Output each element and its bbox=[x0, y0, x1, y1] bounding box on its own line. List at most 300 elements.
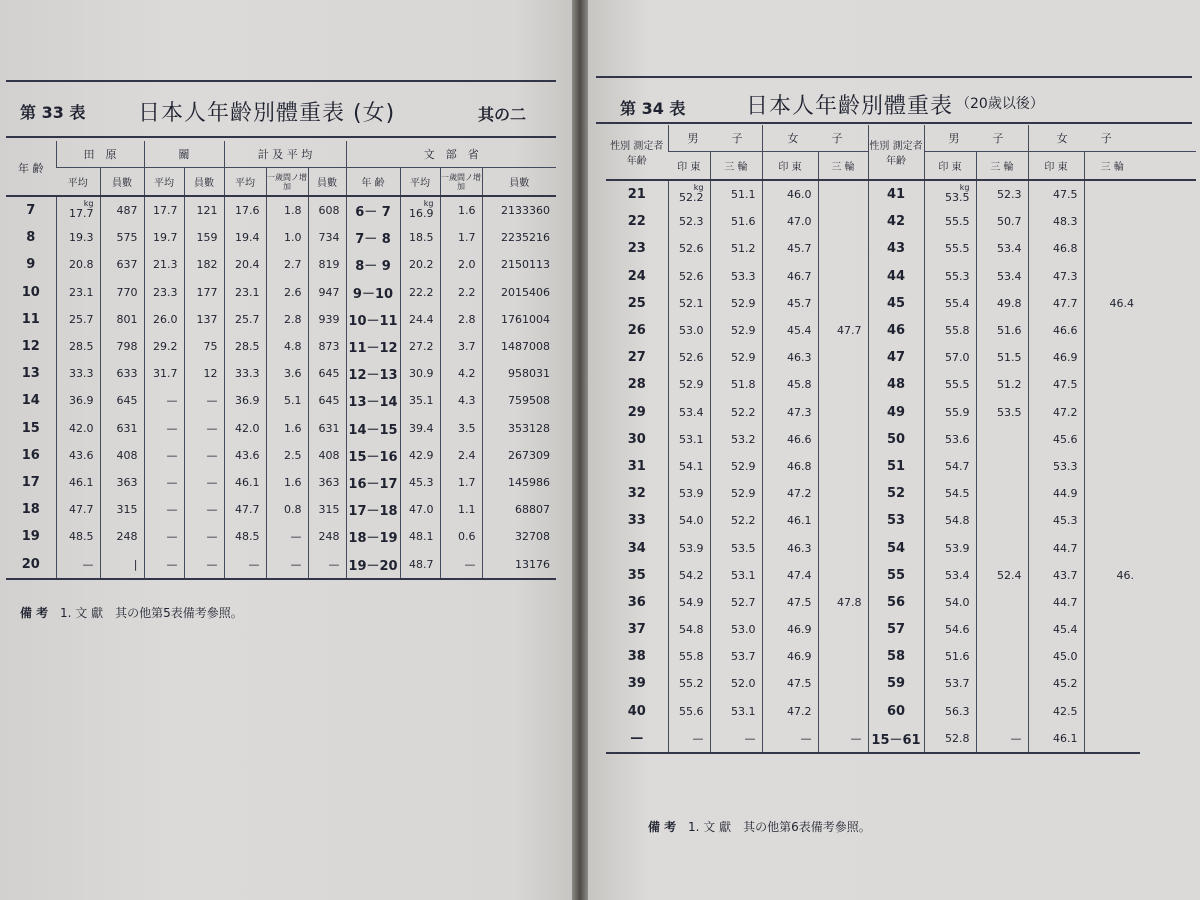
age-cell: 16 bbox=[21, 447, 40, 463]
value-cell: 3.5 bbox=[440, 415, 482, 442]
value-cell: 46.8 bbox=[762, 453, 818, 480]
value-cell: 121 bbox=[184, 196, 224, 224]
age-range-cell: 14－15 bbox=[346, 415, 400, 442]
value-cell: 23.1 bbox=[56, 279, 100, 306]
value-cell bbox=[818, 208, 868, 235]
value-cell: 17.6 bbox=[224, 196, 266, 224]
note-label: 備 考 bbox=[648, 820, 677, 834]
value-cell bbox=[976, 698, 1028, 725]
value-cell: 0.6 bbox=[440, 523, 482, 550]
value-cell bbox=[976, 616, 1028, 643]
value-cell: 44.7 bbox=[1028, 534, 1084, 561]
age-cell: 45 bbox=[868, 290, 924, 317]
value-cell: 55.6 bbox=[668, 698, 710, 725]
value-cell: 47.7 bbox=[818, 317, 868, 344]
age-cell: 37 bbox=[627, 622, 646, 638]
value-cell: 1.6 bbox=[266, 415, 308, 442]
value-cell: 48.5 bbox=[224, 523, 266, 550]
table-row bbox=[606, 534, 1196, 561]
value-cell: 55.2 bbox=[668, 670, 710, 697]
table-row bbox=[606, 344, 1196, 371]
table-row bbox=[606, 698, 1196, 725]
value-cell: 46.4 bbox=[1084, 290, 1140, 317]
age-range-cell: 9－10 bbox=[346, 279, 400, 306]
table-row bbox=[606, 480, 1196, 507]
value-cell: — bbox=[440, 550, 482, 578]
value-cell: 315 bbox=[100, 496, 144, 523]
value-cell: 631 bbox=[308, 415, 346, 442]
header-count: 員數 bbox=[482, 168, 556, 197]
value-cell: 52.4 bbox=[976, 562, 1028, 589]
age-range-cell: 7－ 8 bbox=[346, 224, 400, 251]
header-total-average: 計 及 平 均 bbox=[224, 141, 346, 168]
age-cell: 50 bbox=[868, 426, 924, 453]
value-cell: 1.1 bbox=[440, 496, 482, 523]
age-cell: 23 bbox=[627, 241, 646, 257]
table-note bbox=[648, 818, 871, 835]
value-cell: 19.4 bbox=[224, 224, 266, 251]
value-cell: 48.3 bbox=[1028, 208, 1084, 235]
value-cell: 487 bbox=[100, 196, 144, 224]
age-cell: 21 bbox=[627, 187, 646, 203]
age-cell: 15 bbox=[21, 420, 40, 436]
header-female: 女 子 bbox=[762, 125, 868, 152]
table-row bbox=[606, 562, 1196, 589]
value-cell bbox=[1084, 453, 1140, 480]
age-cell: 54 bbox=[868, 534, 924, 561]
table-row bbox=[6, 496, 556, 523]
value-cell: 53.0 bbox=[710, 616, 762, 643]
table-row bbox=[606, 670, 1196, 697]
age-cell: 51 bbox=[868, 453, 924, 480]
header-ministry: 文 部 省 bbox=[346, 141, 556, 168]
value-cell bbox=[1084, 725, 1140, 753]
value-cell: 608 bbox=[308, 196, 346, 224]
value-cell: — bbox=[56, 550, 100, 578]
value-cell: 53.2 bbox=[710, 426, 762, 453]
value-cell: 53.3 bbox=[1028, 453, 1084, 480]
header-count: 員數 bbox=[308, 168, 346, 197]
value-cell: 48.5 bbox=[56, 523, 100, 550]
value-cell: — bbox=[184, 550, 224, 578]
value-cell: 45.4 bbox=[1028, 616, 1084, 643]
value-cell bbox=[818, 371, 868, 398]
value-cell: 51.5 bbox=[976, 344, 1028, 371]
value-cell: 28.5 bbox=[224, 333, 266, 360]
value-cell: 363 bbox=[308, 469, 346, 496]
header-seki: 關 bbox=[144, 141, 224, 168]
value-cell: — bbox=[976, 725, 1028, 753]
table-row bbox=[6, 442, 556, 469]
value-cell: 248 bbox=[308, 523, 346, 550]
value-cell: 53.5 bbox=[976, 399, 1028, 426]
table-row bbox=[606, 643, 1196, 670]
table-row bbox=[606, 725, 1196, 753]
age-cell: 17 bbox=[21, 474, 40, 490]
age-cell: 34 bbox=[627, 540, 646, 556]
value-cell: 54.2 bbox=[668, 562, 710, 589]
age-cell: 31 bbox=[627, 458, 646, 474]
value-cell: 3.6 bbox=[266, 360, 308, 387]
table-row bbox=[6, 550, 556, 578]
age-range-cell: 8－ 9 bbox=[346, 251, 400, 278]
header-age: 年 齢 bbox=[6, 141, 56, 196]
value-cell: — bbox=[184, 496, 224, 523]
value-cell: — bbox=[184, 523, 224, 550]
value-cell bbox=[818, 399, 868, 426]
value-cell: 52.9 bbox=[710, 290, 762, 317]
value-cell: 801 bbox=[100, 306, 144, 333]
age-cell: 19 bbox=[21, 529, 40, 545]
age-cell: 41 bbox=[868, 180, 924, 208]
age-cell: 32 bbox=[627, 486, 646, 502]
value-cell: 819 bbox=[308, 251, 346, 278]
value-cell bbox=[976, 589, 1028, 616]
value-cell: 46.3 bbox=[762, 534, 818, 561]
value-cell bbox=[1084, 616, 1140, 643]
value-cell: 13176 bbox=[482, 550, 556, 578]
age-cell: 18 bbox=[21, 502, 40, 518]
header-avg: 平均 bbox=[56, 168, 100, 197]
value-cell: — bbox=[224, 550, 266, 578]
age-cell: 44 bbox=[868, 263, 924, 290]
note-text: 1. 文 獻 其の他第6表備考參照。 bbox=[688, 820, 871, 834]
value-cell: 45.7 bbox=[762, 290, 818, 317]
value-cell: 46.1 bbox=[1028, 725, 1084, 753]
age-range-cell: 17－18 bbox=[346, 496, 400, 523]
value-cell: 45.8 bbox=[762, 371, 818, 398]
value-cell: 35.1 bbox=[400, 387, 440, 414]
value-cell: 56.3 bbox=[924, 698, 976, 725]
value-cell: 0.8 bbox=[266, 496, 308, 523]
age-range-cell: 10－11 bbox=[346, 306, 400, 333]
age-cell: 11 bbox=[21, 311, 40, 327]
value-cell: 53.6 bbox=[924, 426, 976, 453]
value-cell: 44.9 bbox=[1028, 480, 1084, 507]
age-cell: 24 bbox=[627, 268, 646, 284]
age-cell: — bbox=[606, 725, 668, 753]
age-cell: 35 bbox=[627, 567, 646, 583]
age-range-cell: 19－20 bbox=[346, 550, 400, 578]
table-row bbox=[6, 306, 556, 333]
header-miwa: 三 輪 bbox=[1084, 152, 1140, 181]
value-cell: 51.1 bbox=[710, 180, 762, 208]
value-cell: 2015406 bbox=[482, 279, 556, 306]
value-cell: — bbox=[184, 415, 224, 442]
value-cell: 47.5 bbox=[762, 589, 818, 616]
value-cell: 47.2 bbox=[1028, 399, 1084, 426]
value-cell: — bbox=[668, 725, 710, 753]
age-cell: 42 bbox=[868, 208, 924, 235]
value-cell: 52.6 bbox=[668, 263, 710, 290]
value-cell: 39.4 bbox=[400, 415, 440, 442]
value-cell: 19.7 bbox=[144, 224, 184, 251]
value-cell: 55.3 bbox=[924, 263, 976, 290]
value-cell bbox=[818, 698, 868, 725]
age-cell: 58 bbox=[868, 643, 924, 670]
age-range-cell: 13－14 bbox=[346, 387, 400, 414]
value-cell: 27.2 bbox=[400, 333, 440, 360]
value-cell: 28.5 bbox=[56, 333, 100, 360]
value-cell bbox=[818, 643, 868, 670]
value-cell: 1.7 bbox=[440, 224, 482, 251]
value-cell bbox=[818, 670, 868, 697]
value-cell bbox=[400, 196, 440, 224]
table-number: 第 33 表 bbox=[20, 103, 86, 122]
value-cell: 50.7 bbox=[976, 208, 1028, 235]
table-row bbox=[606, 317, 1196, 344]
value-cell: 45.0 bbox=[1028, 643, 1084, 670]
value-cell: 47.3 bbox=[1028, 263, 1084, 290]
age-cell: 39 bbox=[627, 676, 646, 692]
value-cell: 46.1 bbox=[762, 507, 818, 534]
header-inoue: 印 東 bbox=[924, 152, 976, 181]
table-row bbox=[606, 453, 1196, 480]
value-cell: 1487008 bbox=[482, 333, 556, 360]
table-title-rule bbox=[596, 122, 1192, 124]
value-cell bbox=[1084, 235, 1140, 262]
value-cell: 46.8 bbox=[1028, 235, 1084, 262]
value-cell: 46.9 bbox=[1028, 344, 1084, 371]
value-cell: 54.1 bbox=[668, 453, 710, 480]
value-cell: 2.2 bbox=[440, 279, 482, 306]
age-range-cell: 6－ 7 bbox=[346, 196, 400, 224]
header-count: 員數 bbox=[184, 168, 224, 197]
header-avg: 平均 bbox=[144, 168, 184, 197]
age-cell: 43 bbox=[868, 235, 924, 262]
age-cell: 59 bbox=[868, 670, 924, 697]
table-row bbox=[606, 507, 1196, 534]
age-cell: 57 bbox=[868, 616, 924, 643]
value-cell: 54.7 bbox=[924, 453, 976, 480]
value-cell: 46.9 bbox=[762, 643, 818, 670]
value-cell: 5.1 bbox=[266, 387, 308, 414]
value-cell: 47.7 bbox=[1028, 290, 1084, 317]
value-cell: 54.8 bbox=[924, 507, 976, 534]
value-cell bbox=[818, 344, 868, 371]
header-male: 男 子 bbox=[924, 125, 1028, 152]
value-cell: 408 bbox=[308, 442, 346, 469]
value-cell: 23.3 bbox=[144, 279, 184, 306]
header-male: 男 子 bbox=[668, 125, 762, 152]
value-cell: 47.7 bbox=[224, 496, 266, 523]
value-cell: 51.2 bbox=[976, 371, 1028, 398]
value-cell: 52.8 bbox=[924, 725, 976, 753]
age-cell: 56 bbox=[868, 589, 924, 616]
value-cell: 53.4 bbox=[668, 399, 710, 426]
value-cell: — bbox=[184, 387, 224, 414]
header-corner: 性別 測定者 年齢 bbox=[868, 125, 924, 180]
header-age2: 年 齢 bbox=[346, 168, 400, 197]
value-cell: 42.5 bbox=[1028, 698, 1084, 725]
unit-label: kg bbox=[693, 183, 704, 193]
value-cell: 51.6 bbox=[924, 643, 976, 670]
header-inoue: 印 東 bbox=[762, 152, 818, 181]
value-cell: 2.8 bbox=[266, 306, 308, 333]
header-inoue: 印 東 bbox=[1028, 152, 1084, 181]
header-increase: 一歲間ノ增加 bbox=[266, 168, 308, 197]
table-row bbox=[606, 399, 1196, 426]
value-cell: 2.5 bbox=[266, 442, 308, 469]
header-avg: 平均 bbox=[224, 168, 266, 197]
age-cell: 15－61 bbox=[868, 725, 924, 753]
value-text: 53.5 bbox=[945, 191, 970, 205]
table-row bbox=[606, 263, 1196, 290]
value-cell: 4.2 bbox=[440, 360, 482, 387]
age-cell: 22 bbox=[627, 214, 646, 230]
weight-table-33 bbox=[6, 141, 556, 580]
value-cell bbox=[818, 562, 868, 589]
value-cell: — bbox=[184, 469, 224, 496]
value-cell bbox=[1084, 480, 1140, 507]
value-cell bbox=[1084, 317, 1140, 344]
value-cell: 52.0 bbox=[710, 670, 762, 697]
value-cell bbox=[1084, 507, 1140, 534]
value-cell: 52.9 bbox=[710, 344, 762, 371]
value-cell: 2.8 bbox=[440, 306, 482, 333]
value-cell: 52.2 bbox=[710, 507, 762, 534]
value-cell: 29.2 bbox=[144, 333, 184, 360]
header-inoue: 印 東 bbox=[668, 152, 710, 181]
age-range-cell: 15－16 bbox=[346, 442, 400, 469]
value-cell: 36.9 bbox=[224, 387, 266, 414]
value-cell: 52.3 bbox=[976, 180, 1028, 208]
value-cell: 32708 bbox=[482, 523, 556, 550]
value-cell: 182 bbox=[184, 251, 224, 278]
age-cell: 10 bbox=[21, 284, 40, 300]
value-cell: 23.1 bbox=[224, 279, 266, 306]
value-cell: 45.3 bbox=[1028, 507, 1084, 534]
value-cell: 33.3 bbox=[56, 360, 100, 387]
value-cell: 20.4 bbox=[224, 251, 266, 278]
table-row bbox=[606, 290, 1196, 317]
value-cell: 1.6 bbox=[266, 469, 308, 496]
table-title: 日本人年齡別體重表 (女) bbox=[138, 101, 396, 126]
value-cell: 51.2 bbox=[710, 235, 762, 262]
value-cell: — bbox=[818, 725, 868, 753]
value-cell: 49.8 bbox=[976, 290, 1028, 317]
value-cell: — bbox=[144, 442, 184, 469]
value-cell: 68807 bbox=[482, 496, 556, 523]
value-cell: — bbox=[144, 496, 184, 523]
value-cell bbox=[1084, 589, 1140, 616]
value-cell: 4.8 bbox=[266, 333, 308, 360]
book-gutter bbox=[572, 0, 588, 900]
value-cell bbox=[818, 534, 868, 561]
value-cell: 53.0 bbox=[668, 317, 710, 344]
table-top-rule bbox=[6, 80, 556, 82]
value-cell: 47.5 bbox=[762, 670, 818, 697]
value-cell: 53.3 bbox=[710, 263, 762, 290]
value-cell bbox=[818, 480, 868, 507]
value-cell: 159 bbox=[184, 224, 224, 251]
age-range-cell: 12－13 bbox=[346, 360, 400, 387]
age-cell: 14 bbox=[21, 393, 40, 409]
value-cell: 1.0 bbox=[266, 224, 308, 251]
value-cell: 19.3 bbox=[56, 224, 100, 251]
age-cell: 40 bbox=[627, 703, 646, 719]
value-cell: 55.4 bbox=[924, 290, 976, 317]
age-range-cell: 16－17 bbox=[346, 469, 400, 496]
value-cell: 46.7 bbox=[762, 263, 818, 290]
value-cell: 734 bbox=[308, 224, 346, 251]
value-cell: 631 bbox=[100, 415, 144, 442]
table-row bbox=[606, 180, 1196, 208]
table-number: 第 34 表 bbox=[620, 99, 686, 118]
value-cell: — bbox=[144, 523, 184, 550]
age-cell: 13 bbox=[21, 366, 40, 382]
value-cell: 47.0 bbox=[400, 496, 440, 523]
value-cell: — bbox=[266, 550, 308, 578]
value-cell: 633 bbox=[100, 360, 144, 387]
header-miwa: 三 輪 bbox=[818, 152, 868, 181]
value-cell: 12 bbox=[184, 360, 224, 387]
value-cell: 53.7 bbox=[710, 643, 762, 670]
value-text: 52.2 bbox=[679, 191, 704, 205]
value-cell: 53.4 bbox=[924, 562, 976, 589]
value-cell bbox=[1084, 371, 1140, 398]
value-cell: 798 bbox=[100, 333, 144, 360]
value-cell: 42.0 bbox=[224, 415, 266, 442]
value-cell: | bbox=[100, 550, 144, 578]
age-cell: 26 bbox=[627, 323, 646, 339]
value-cell bbox=[1084, 426, 1140, 453]
age-cell: 30 bbox=[627, 431, 646, 447]
value-cell: 1761004 bbox=[482, 306, 556, 333]
value-cell: 2235216 bbox=[482, 224, 556, 251]
value-cell bbox=[1084, 643, 1140, 670]
value-cell: 52.1 bbox=[668, 290, 710, 317]
value-cell: 1.7 bbox=[440, 469, 482, 496]
value-cell: 45.3 bbox=[400, 469, 440, 496]
value-cell: 46.3 bbox=[762, 344, 818, 371]
value-cell: — bbox=[144, 415, 184, 442]
value-cell: 1.8 bbox=[266, 196, 308, 224]
value-cell: 575 bbox=[100, 224, 144, 251]
age-cell: 36 bbox=[627, 594, 646, 610]
note-text: 1. 文 獻 其の他第5表備考參照。 bbox=[60, 606, 243, 620]
value-cell bbox=[818, 180, 868, 208]
value-cell: 31.7 bbox=[144, 360, 184, 387]
weight-table-34 bbox=[606, 125, 1196, 754]
value-cell: 53.4 bbox=[976, 235, 1028, 262]
value-cell bbox=[976, 426, 1028, 453]
value-cell: 47.4 bbox=[762, 562, 818, 589]
value-cell: 47.3 bbox=[762, 399, 818, 426]
age-cell: 29 bbox=[627, 404, 646, 420]
value-cell: — bbox=[710, 725, 762, 753]
value-cell: 55.8 bbox=[924, 317, 976, 344]
value-cell: 22.2 bbox=[400, 279, 440, 306]
value-cell: 45.2 bbox=[1028, 670, 1084, 697]
value-cell: 53.1 bbox=[710, 698, 762, 725]
value-cell: 54.5 bbox=[924, 480, 976, 507]
age-cell: 8 bbox=[26, 230, 36, 246]
value-cell: 46.1 bbox=[56, 469, 100, 496]
value-cell: — bbox=[266, 523, 308, 550]
age-cell: 48 bbox=[868, 371, 924, 398]
value-cell: 177 bbox=[184, 279, 224, 306]
unit-label: kg bbox=[959, 183, 970, 193]
value-cell: 408 bbox=[100, 442, 144, 469]
table-row bbox=[606, 616, 1196, 643]
value-cell: 3.7 bbox=[440, 333, 482, 360]
value-cell: 137 bbox=[184, 306, 224, 333]
table-row bbox=[6, 415, 556, 442]
value-cell: 52.6 bbox=[668, 235, 710, 262]
value-cell: 17.7 bbox=[144, 196, 184, 224]
value-cell: 53.7 bbox=[924, 670, 976, 697]
